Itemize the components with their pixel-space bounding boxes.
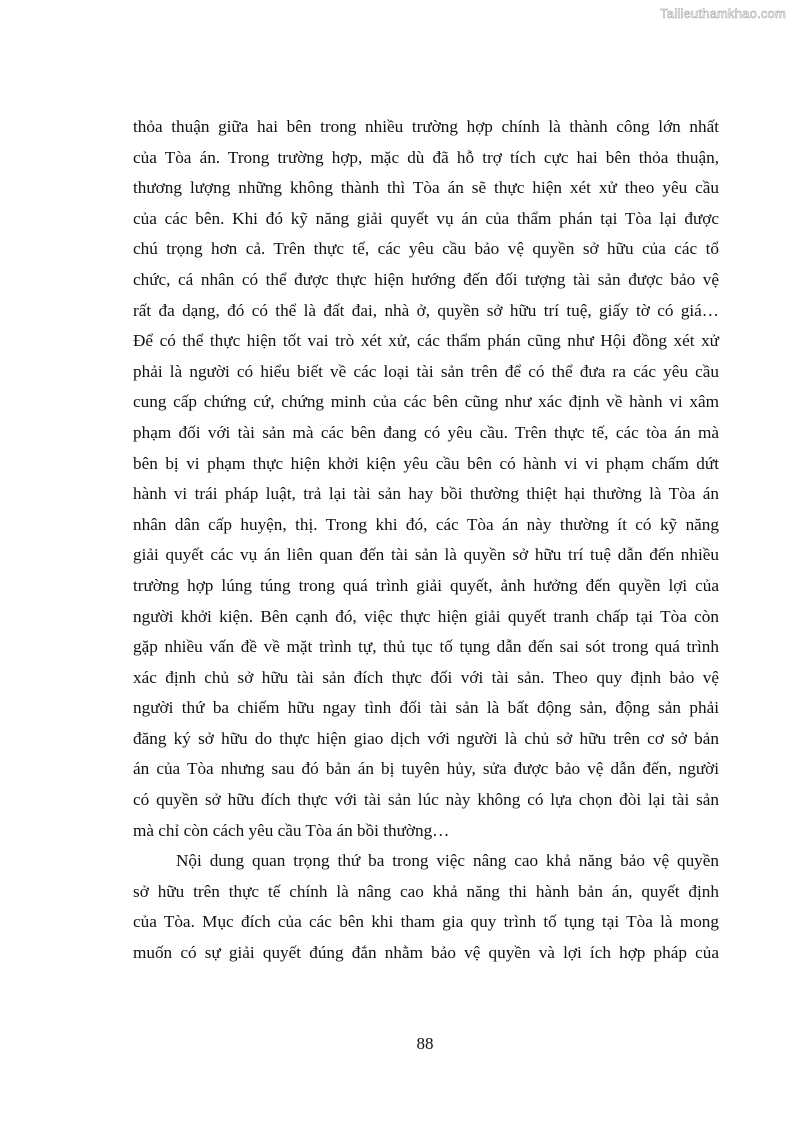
text-line: người khởi kiện. Bên cạnh đó, việc thực hiện giải quyết tranh chấp tại Tòa còn [133,606,719,626]
text-line: người thứ ba chiếm hữu ngay tình đối tài sản là bất động sản, động sản phải [133,698,719,718]
text-line: giải quyết các vụ án liên quan đến tài sản là quyền sở hữu trí tuệ dẫn đến nhiều [133,545,719,565]
paragraph-1 [133,112,719,846]
text-line: trường hợp lúng túng trong quá trình giải quyết, ảnh hưởng đến quyền lợi của [133,575,719,595]
text-line: nhân dân cấp huyện, thị. Trong khi đó, các Tòa án này thường ít có kỹ năng [133,514,719,534]
text-line: phải là người có hiểu biết về các loại tài sản trên để có thể đưa ra các yêu cầu [133,361,719,381]
text-line: của Tòa án. Trong trường hợp, mặc dù đã hỗ trợ tích cực hai bên thỏa thuận, [133,147,719,167]
text-line: sở hữu trên thực tế chính là nâng cao khả năng thi hành bản án, quyết định [133,881,719,901]
page-number: 88 [416,1034,434,1053]
paragraph-2 [133,846,719,968]
text-line: cung cấp chứng cứ, chứng minh của các bên cũng như xác định về hành vi xâm [133,392,719,412]
text-line: phạm đối với tài sản mà các bên đang có yêu cầu. Trên thực tế, các tòa án mà [133,422,719,442]
text-line: xác định chủ sở hữu tài sản đích thực đối với tài sản. Theo quy định bảo vệ [133,667,719,687]
text-line: chức, cá nhân có thể được thực hiện hướng đến đối tượng tài sản được bảo vệ [133,269,719,289]
page-body [133,112,719,969]
text-line: Nội dung quan trọng thứ ba trong việc nâng cao khả năng bảo vệ quyền [176,851,719,871]
text-line: thương lượng những không thành thì Tòa án sẽ thực hiện xét xử theo yêu cầu [133,178,719,198]
text-line: có quyền sở hữu đích thực với tài sản lúc này không có lựa chọn đòi lại tài sản [133,790,719,810]
text-line: của các bên. Khi đó kỹ năng giải quyết vụ án của thẩm phán tại Tòa lại được [133,208,719,228]
text-line: hành vi trái pháp luật, trả lại tài sản hay bồi thường thiệt hại thường là Tòa án [133,484,719,504]
text-line: án của Tòa nhưng sau đó bản án bị tuyên hủy, sửa được bảo vệ dẫn đến, người [133,759,719,779]
text-line: Để có thể thực hiện tốt vai trò xét xử, các thẩm phán cũng như Hội đồng xét xử [133,331,719,351]
text-line: thỏa thuận giữa hai bên trong nhiều trường hợp chính là thành công lớn nhất [133,117,719,136]
text-line: đăng ký sở hữu do thực hiện giao dịch với người là chủ sở hữu trên cơ sở bản [133,728,719,748]
text-line: bên bị vi phạm thực hiện khởi kiện yêu cầu bên có hành vi vi phạm chấm dứt [133,453,719,473]
text-line: chú trọng hơn cả. Trên thực tế, các yêu cầu bảo vệ quyền sở hữu của các tổ [133,239,719,259]
site-watermark: Tailieuthamkhao.com [660,6,786,21]
text-line: của Tòa. Mục đích của các bên khi tham gia quy trình tố tụng tại Tòa là mong [133,912,719,932]
text-line: muốn có sự giải quyết đúng đắn nhằm bảo vệ quyền và lợi ích hợp pháp của [133,943,719,963]
text-line: gặp nhiều vấn đề về mặt trình tự, thủ tục tố tụng dẫn đến sai sót trong quá trình [133,637,719,657]
text-line: mà chỉ còn cách yêu cầu Tòa án bồi thường… [133,820,450,840]
text-line: rất đa dạng, đó có thể là đất đai, nhà ở, quyền sở hữu trí tuệ, giấy tờ có giá… [133,300,719,320]
